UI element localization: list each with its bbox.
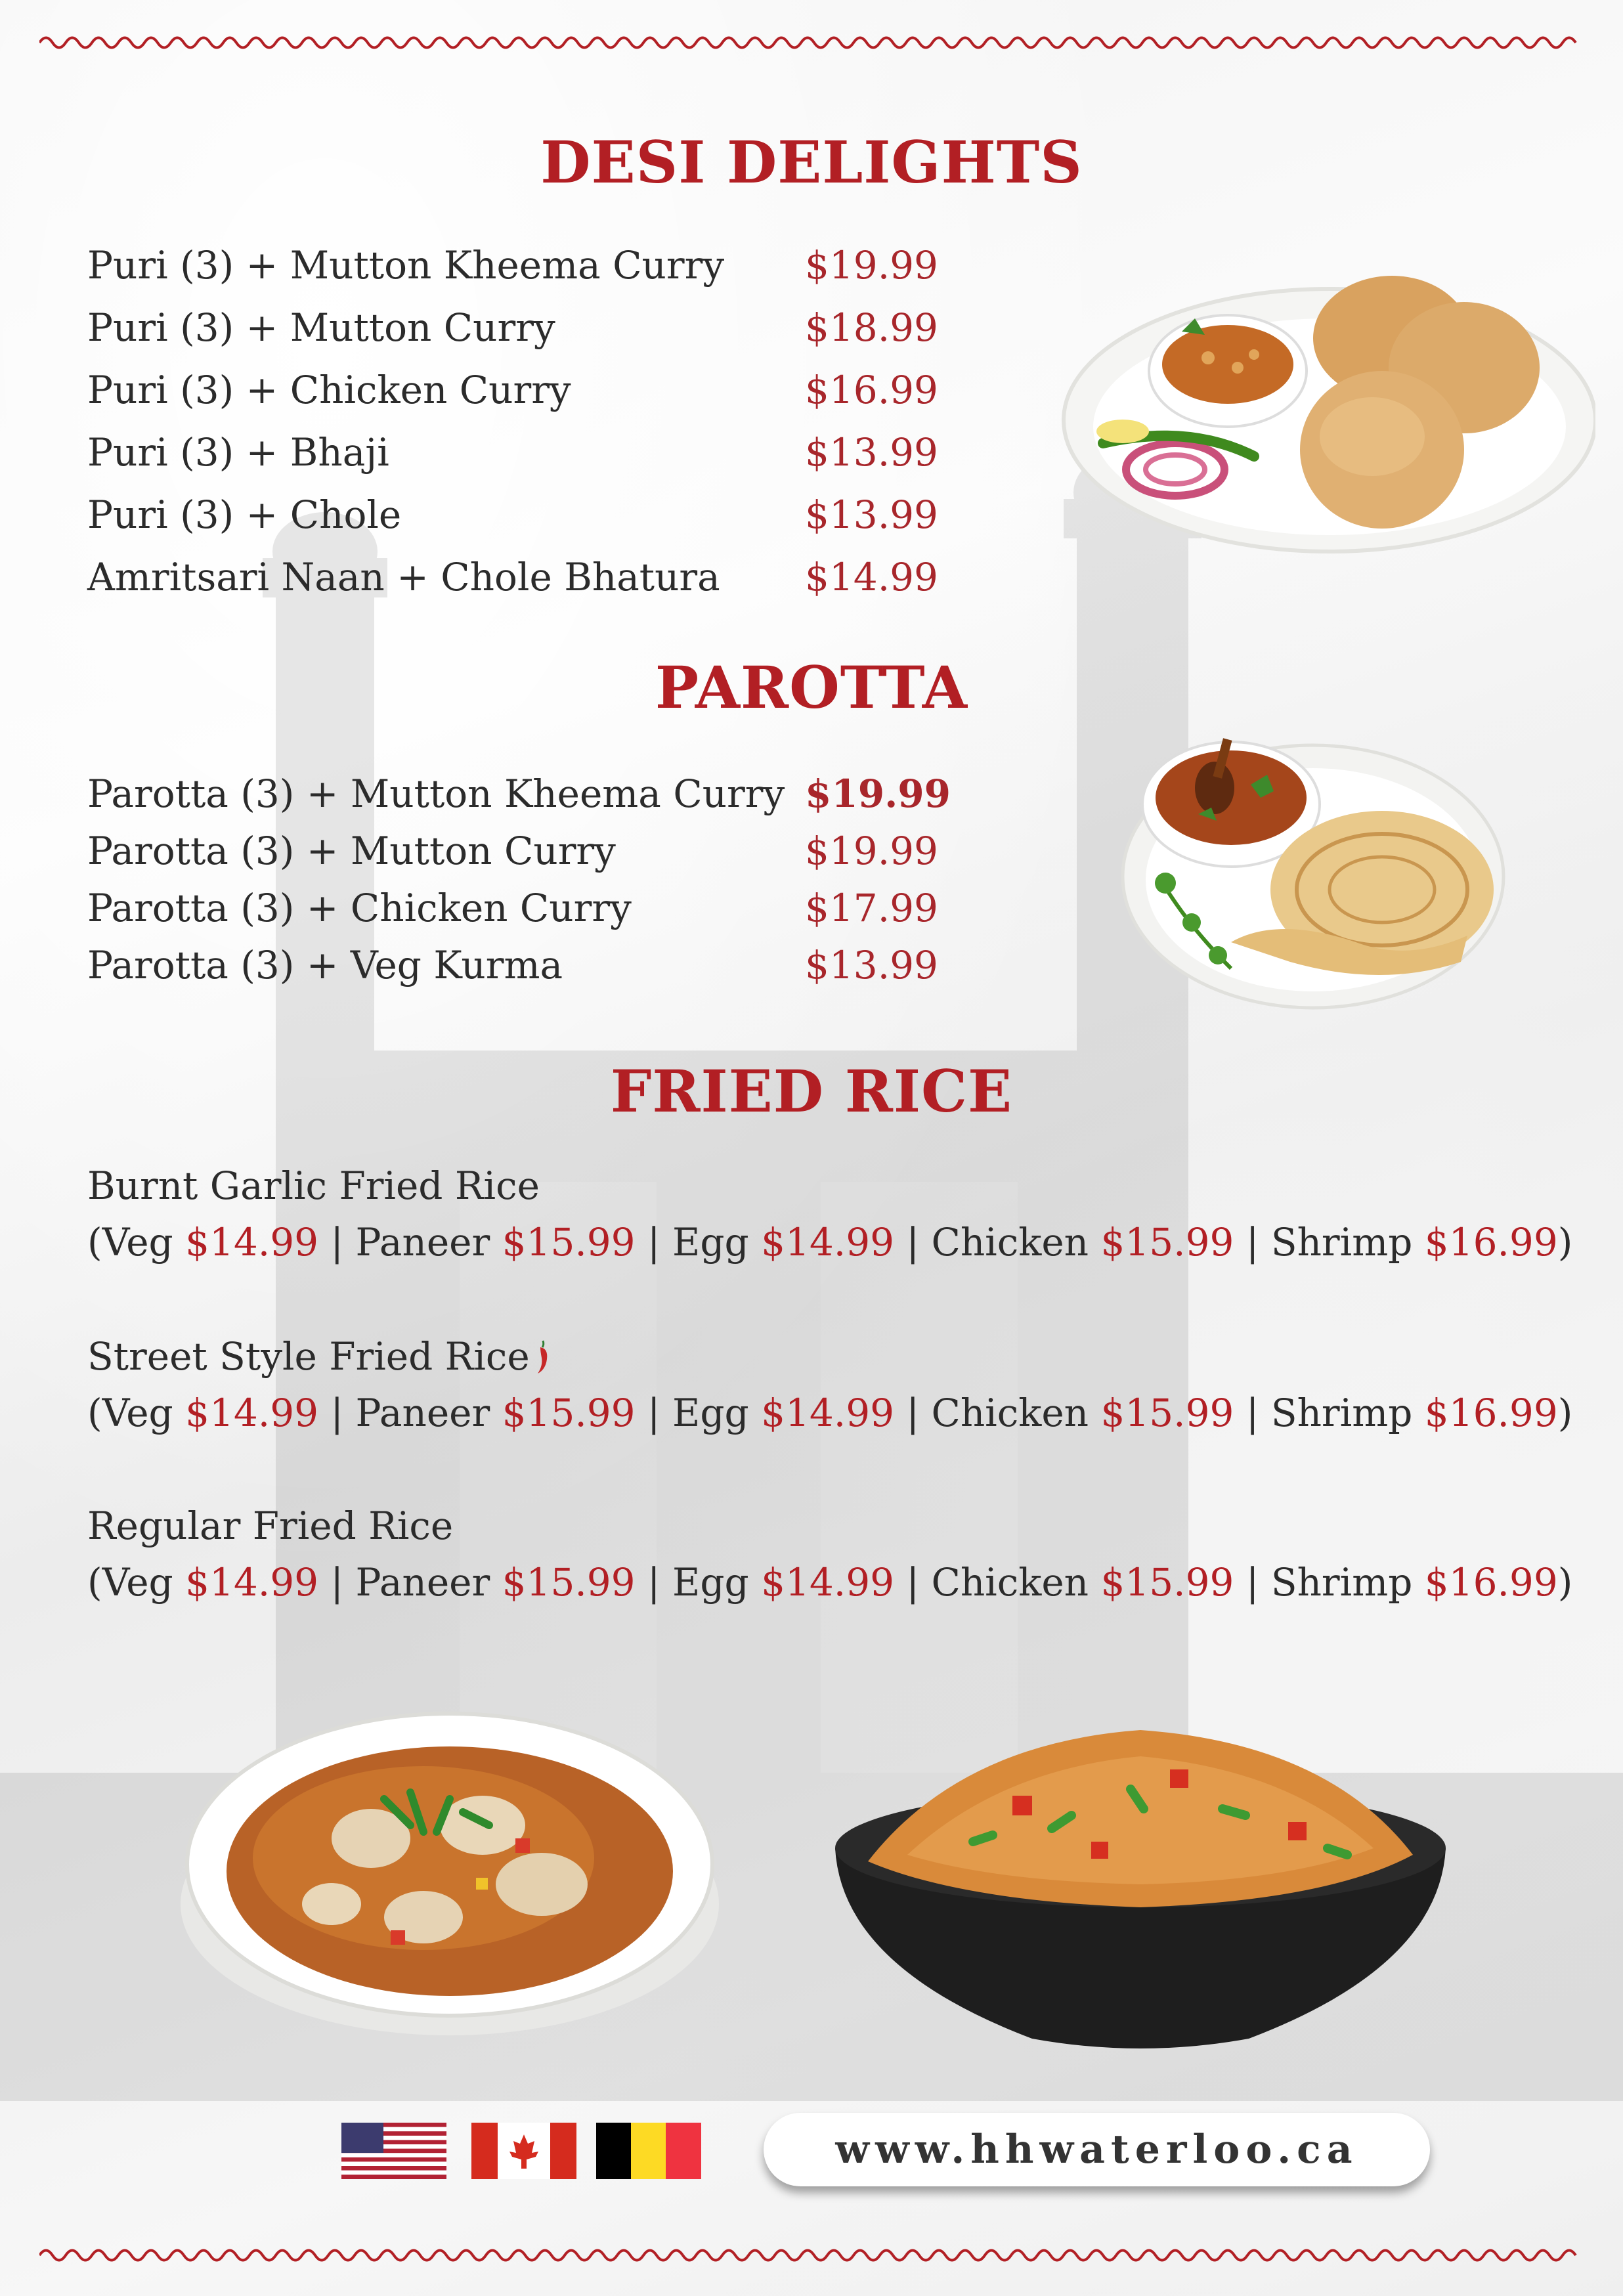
item-price: $19.99 xyxy=(805,243,938,288)
separator: | xyxy=(1245,1220,1259,1265)
separator: | xyxy=(1245,1391,1259,1435)
menu-item xyxy=(87,368,941,427)
menu-item xyxy=(87,555,941,614)
variant-price: $14.99 xyxy=(761,1560,895,1605)
section-title-desi-delights: DESI DELIGHTS xyxy=(540,128,1083,196)
street-style-fried-rice-bowl-image xyxy=(829,1717,1452,2058)
section-title-parotta: PAROTTA xyxy=(655,653,968,722)
item-name: Puri (3) + Bhaji xyxy=(87,430,389,475)
separator: | xyxy=(906,1391,919,1435)
variant-label: Shrimp xyxy=(1270,1220,1413,1265)
variant-price: $14.99 xyxy=(185,1220,319,1265)
item-name: Puri (3) + Chole xyxy=(87,492,402,537)
variant-label: Egg xyxy=(672,1560,749,1605)
variant-price: $14.99 xyxy=(761,1391,895,1435)
variant-label: Paneer xyxy=(355,1220,490,1265)
variant-price: $15.99 xyxy=(1100,1391,1234,1435)
country-flags xyxy=(341,2123,709,2182)
variant-label: Veg xyxy=(102,1560,173,1605)
item-name: Puri (3) + Mutton Curry xyxy=(87,305,555,350)
fried-rice-item-name xyxy=(87,1504,453,1548)
variant-price: $15.99 xyxy=(1100,1560,1234,1605)
decorative-border-top xyxy=(39,33,1584,53)
variant-price: $16.99 xyxy=(1424,1391,1558,1435)
menu-item xyxy=(87,492,941,552)
fried-rice-variant-prices xyxy=(87,1220,1572,1265)
variant-label: Egg xyxy=(672,1391,749,1435)
menu-item xyxy=(87,771,951,831)
variant-label: Chicken xyxy=(931,1220,1089,1265)
fried-rice-item-name xyxy=(87,1163,540,1208)
variant-price: $15.99 xyxy=(502,1560,636,1605)
variant-price: $15.99 xyxy=(502,1220,636,1265)
decorative-border-bottom xyxy=(39,2245,1584,2265)
item-name: Parotta (3) + Mutton Kheema Curry xyxy=(87,771,785,816)
item-price: $19.99 xyxy=(805,829,938,873)
menu-item xyxy=(87,430,941,489)
menu-item xyxy=(87,886,941,945)
item-name: Burnt Garlic Fried Rice xyxy=(87,1163,540,1208)
separator: | xyxy=(330,1220,344,1265)
item-price: $18.99 xyxy=(805,305,938,350)
separator: | xyxy=(647,1220,660,1265)
separator: | xyxy=(906,1220,919,1265)
paren-open: ( xyxy=(87,1391,102,1435)
fried-rice-variant-prices xyxy=(87,1560,1572,1605)
paren-close: ) xyxy=(1557,1220,1573,1265)
paren-open: ( xyxy=(87,1220,102,1265)
website-badge[interactable] xyxy=(764,2113,1430,2186)
separator: | xyxy=(647,1560,660,1605)
item-price: $14.99 xyxy=(805,555,938,599)
paren-close: ) xyxy=(1557,1560,1573,1605)
variant-price: $14.99 xyxy=(185,1560,319,1605)
fried-rice-item-name xyxy=(87,1334,551,1379)
chili-pepper-icon xyxy=(534,1339,551,1375)
variant-price: $15.99 xyxy=(502,1391,636,1435)
variant-label: Chicken xyxy=(931,1391,1089,1435)
variant-label: Veg xyxy=(102,1391,173,1435)
menu-item xyxy=(87,943,941,1002)
variant-label: Paneer xyxy=(355,1560,490,1605)
item-price: $13.99 xyxy=(805,430,938,475)
parotta-plate-image xyxy=(1119,726,1507,1014)
item-price: $17.99 xyxy=(805,886,938,930)
paren-open: ( xyxy=(87,1560,102,1605)
item-name: Street Style Fried Rice xyxy=(87,1334,530,1379)
variant-label: Egg xyxy=(672,1220,749,1265)
menu-item xyxy=(87,243,941,302)
item-name: Amritsari Naan + Chole Bhatura xyxy=(87,555,720,599)
item-price: $19.99 xyxy=(805,771,951,816)
item-name: Parotta (3) + Veg Kurma xyxy=(87,943,563,987)
variant-price: $14.99 xyxy=(761,1220,895,1265)
variant-label: Shrimp xyxy=(1270,1560,1413,1605)
item-name: Puri (3) + Chicken Curry xyxy=(87,368,571,412)
variant-label: Veg xyxy=(102,1220,173,1265)
item-name: Regular Fried Rice xyxy=(87,1504,454,1548)
item-name: Puri (3) + Mutton Kheema Curry xyxy=(87,243,725,288)
separator: | xyxy=(906,1560,919,1605)
menu-item xyxy=(87,829,941,888)
separator: | xyxy=(647,1391,660,1435)
belgium-flag-icon xyxy=(596,2123,701,2179)
variant-price: $16.99 xyxy=(1424,1220,1558,1265)
fried-rice-variant-prices xyxy=(87,1391,1572,1435)
item-price: $13.99 xyxy=(805,492,938,537)
variant-price: $14.99 xyxy=(185,1391,319,1435)
paren-close: ) xyxy=(1557,1391,1573,1435)
separator: | xyxy=(1245,1560,1259,1605)
separator: | xyxy=(330,1391,344,1435)
variant-label: Paneer xyxy=(355,1391,490,1435)
variant-price: $16.99 xyxy=(1424,1560,1558,1605)
puri-plate-image xyxy=(1057,259,1595,561)
variant-price: $15.99 xyxy=(1100,1220,1234,1265)
item-price: $13.99 xyxy=(805,943,938,987)
section-title-fried-rice: FRIED RICE xyxy=(610,1057,1013,1125)
item-price: $16.99 xyxy=(805,368,938,412)
website-url[interactable]: www.hhwaterloo.ca xyxy=(835,2127,1358,2173)
canada-flag-icon xyxy=(471,2123,576,2179)
variant-label: Chicken xyxy=(931,1560,1089,1605)
item-name: Parotta (3) + Mutton Curry xyxy=(87,829,616,873)
variant-label: Shrimp xyxy=(1270,1391,1413,1435)
separator: | xyxy=(330,1560,344,1605)
menu-item xyxy=(87,305,941,364)
chicken-fried-rice-bowl-image xyxy=(174,1707,725,2042)
item-name: Parotta (3) + Chicken Curry xyxy=(87,886,632,930)
usa-flag-icon xyxy=(341,2123,446,2179)
